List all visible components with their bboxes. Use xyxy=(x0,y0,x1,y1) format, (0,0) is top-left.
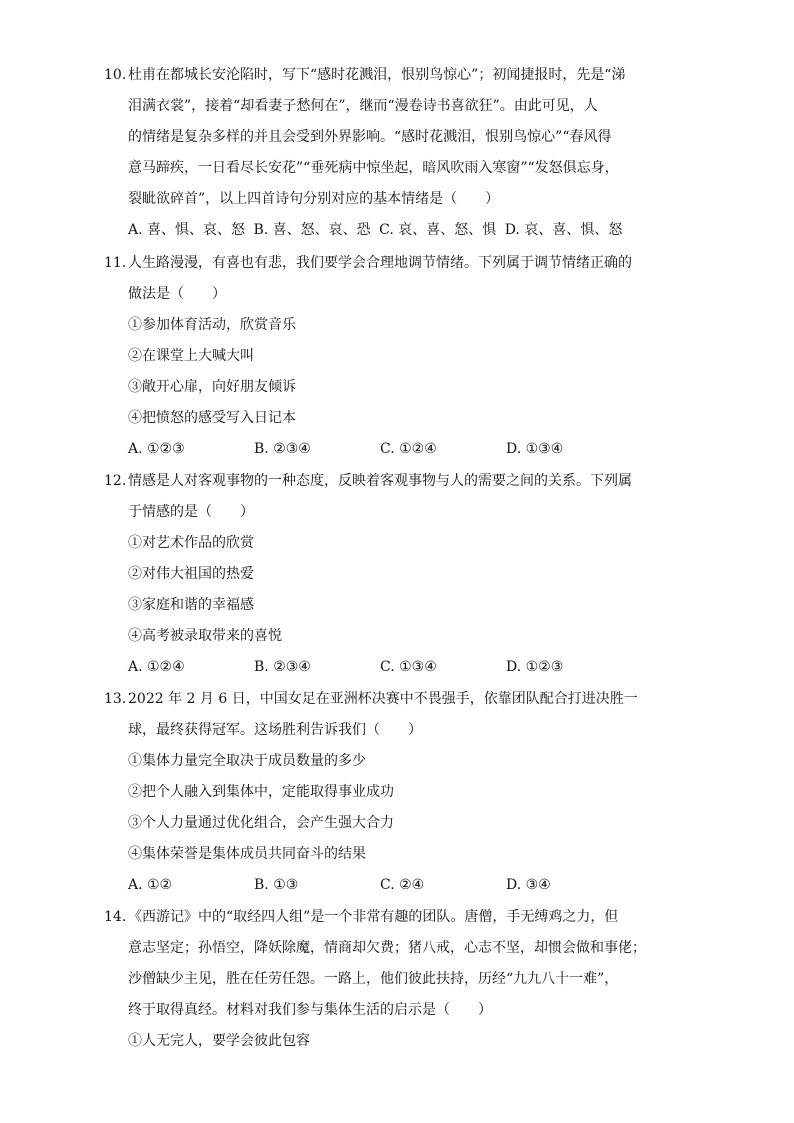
statement-item: ③家庭和谐的幸福感 xyxy=(128,597,254,613)
question-text-line: 人生路漫漫，有喜也有悲，我们要学会合理地调节情绪。下列属于调节情绪正确的 xyxy=(128,255,632,271)
option-b[interactable]: B. 喜、怒、哀、恐 xyxy=(253,222,371,238)
question-14 xyxy=(104,902,688,1057)
options-row xyxy=(128,870,688,901)
question-number: 14. xyxy=(104,909,127,925)
statement-item: ②在课堂上大喊大叫 xyxy=(128,348,254,364)
question-text-line: 裂眦欲碎首”，以上四首诗句分别对应的基本情绪是（ ） xyxy=(128,191,500,207)
option-b[interactable]: B. ①③ xyxy=(254,877,299,893)
statement-item: ①集体力量完全取决于成员数量的多少 xyxy=(128,753,366,769)
statement-item: ④集体荣誉是集体成员共同奋斗的结果 xyxy=(128,846,366,862)
option-c[interactable]: C. ①②④ xyxy=(380,441,437,457)
option-c[interactable]: C. ①③④ xyxy=(380,659,437,675)
option-b[interactable]: B. ②③④ xyxy=(254,441,311,457)
option-a[interactable]: A. ①② xyxy=(128,877,173,893)
question-text-line: 于情感的是（ ） xyxy=(128,504,254,520)
options-row xyxy=(128,215,688,246)
question-text-line: 沙僧缺少主见，胜在任劳任怨。一路上，他们彼此扶持，历经“九九八十一难”， xyxy=(128,971,619,987)
question-text-line: 意志坚定；孙悟空，降妖除魔，情商却欠费；猪八戒，心志不坚，却惯会做和事佬； xyxy=(128,940,646,956)
question-number: 12. xyxy=(104,473,127,489)
option-c[interactable]: C. ②④ xyxy=(380,877,425,893)
statement-item: ③敞开心扉，向好朋友倾诉 xyxy=(128,379,296,395)
question-text-line: 意马蹄疾，一日看尽长安花”“垂死病中惊坐起，暗风吹雨入寒窗”“发怒俱忘身， xyxy=(128,160,619,176)
question-text-line: 的情绪是复杂多样的并且会受到外界影响。“感时花溅泪，恨别鸟惊心”“春风得 xyxy=(128,129,612,145)
option-d[interactable]: D. ①②③ xyxy=(506,659,564,675)
question-text-line: 球，最终获得冠军。这场胜利告诉我们（ ） xyxy=(128,722,422,738)
statement-item: ③个人力量通过优化组合，会产生强大合力 xyxy=(128,815,394,831)
option-c[interactable]: C. 哀、喜、怒、惧 xyxy=(379,222,497,238)
question-12 xyxy=(104,466,688,683)
option-a[interactable]: A. ①②④ xyxy=(128,659,185,675)
statement-item: ②把个人融入到集体中，定能取得事业成功 xyxy=(128,784,394,800)
question-11 xyxy=(104,248,688,465)
question-text-line: 泪满衣裳”，接着“却看妻子愁何在”，继而“漫卷诗书喜欲狂”。由此可见，人 xyxy=(128,98,598,114)
question-text-line: 终于取得真经。材料对我们参与集体生活的启示是（ ） xyxy=(128,1002,492,1018)
option-a[interactable]: A. 喜、惧、哀、怒 xyxy=(128,222,246,238)
question-text-line: 做法是（ ） xyxy=(128,286,226,302)
statement-item: ①参加体育活动，欣赏音乐 xyxy=(128,317,296,333)
question-text-line: 《西游记》中的“取经四人组”是一个非常有趣的团队。唐僧，手无缚鸡之力，但 xyxy=(128,909,619,925)
statement-item: ①人无完人，要学会彼此包容 xyxy=(128,1033,310,1049)
question-13 xyxy=(104,684,688,901)
option-d[interactable]: D. ③④ xyxy=(506,877,551,893)
question-10 xyxy=(104,60,688,246)
option-b[interactable]: B. ②③④ xyxy=(254,659,311,675)
option-a[interactable]: A. ①②③ xyxy=(128,441,185,457)
statement-item: ④把愤怒的感受写入日记本 xyxy=(128,410,296,426)
statement-item: ④高考被录取带来的喜悦 xyxy=(128,628,282,644)
statement-item: ②对伟大祖国的热爱 xyxy=(128,566,254,582)
options-row xyxy=(128,652,688,683)
options-row xyxy=(128,434,688,465)
question-number: 13. xyxy=(104,691,127,707)
option-d[interactable]: D. ①③④ xyxy=(506,441,564,457)
question-text-line: 杜甫在都城长安沦陷时，写下“感时花溅泪，恨别鸟惊心”；初闻捷报时，先是“涕 xyxy=(128,67,626,83)
option-d[interactable]: D. 哀、喜、惧、怒 xyxy=(504,222,623,238)
statement-item: ①对艺术作品的欣赏 xyxy=(128,535,254,551)
question-number: 11. xyxy=(104,255,127,271)
question-text-line: 2022 年 2 月 6 日，中国女足在亚洲杯决赛中不畏强手，依靠团队配合打进决胜一 xyxy=(128,691,638,707)
question-text-line: 情感是人对客观事物的一种态度，反映着客观事物与人的需要之间的关系。下列属 xyxy=(128,473,632,489)
question-number: 10. xyxy=(104,67,127,83)
